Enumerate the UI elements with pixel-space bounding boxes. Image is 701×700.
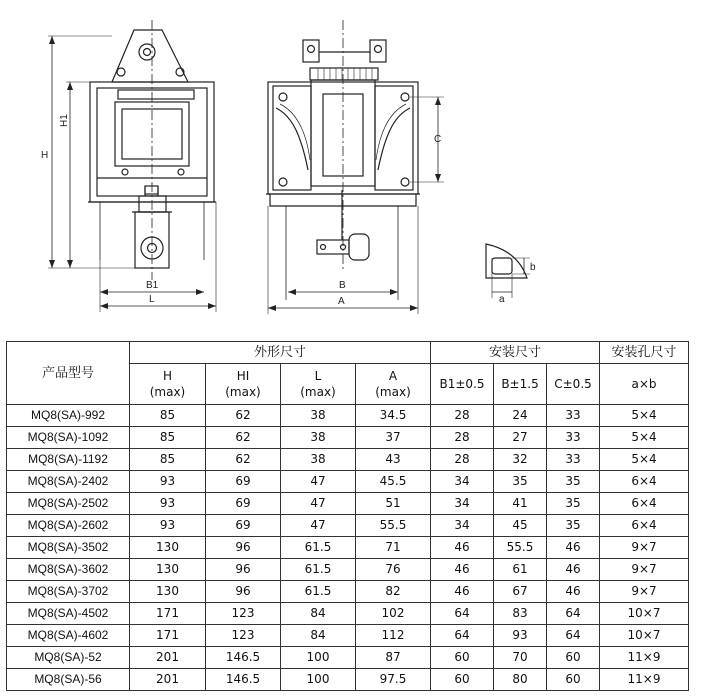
value-cell: 64	[547, 603, 600, 625]
value-cell: 28	[431, 427, 494, 449]
value-cell: 83	[494, 603, 547, 625]
mounting-hole-header: 安装孔尺寸	[600, 342, 689, 364]
value-cell: 69	[206, 471, 281, 493]
side-view	[266, 20, 444, 314]
column-header-name: a×b	[631, 377, 657, 391]
dim-label-A: A	[338, 296, 345, 307]
value-cell: 69	[206, 515, 281, 537]
table-row	[7, 493, 689, 515]
value-cell: 171	[130, 625, 206, 647]
value-cell: 67	[494, 581, 547, 603]
value-cell: 64	[547, 625, 600, 647]
column-header-name: L	[314, 369, 322, 383]
value-cell: 55.5	[494, 537, 547, 559]
table-row	[7, 537, 689, 559]
column-header-name: C±0.5	[554, 377, 592, 391]
value-cell: 33	[547, 405, 600, 427]
value-cell: 112	[356, 625, 431, 647]
value-cell: 28	[431, 405, 494, 427]
value-cell: 33	[547, 427, 600, 449]
value-cell: 35	[547, 471, 600, 493]
column-header	[600, 364, 689, 405]
value-cell: 5×4	[600, 449, 689, 471]
table-row	[7, 581, 689, 603]
dim-label-b: b	[530, 262, 536, 273]
table-row	[7, 669, 689, 691]
model-cell: MQ8(SA)-56	[7, 669, 130, 691]
value-cell: 62	[206, 405, 281, 427]
column-header-name: B1±0.5	[439, 377, 485, 391]
model-cell: MQ8(SA)-1092	[7, 427, 130, 449]
value-cell: 35	[494, 471, 547, 493]
table-row	[7, 515, 689, 537]
mounting-dimensions-header: 安装尺寸	[431, 342, 600, 364]
value-cell: 97.5	[356, 669, 431, 691]
value-cell: 33	[547, 449, 600, 471]
column-header-note: (max)	[225, 385, 261, 399]
model-cell: MQ8(SA)-3702	[7, 581, 130, 603]
value-cell: 47	[281, 493, 356, 515]
value-cell: 82	[356, 581, 431, 603]
column-header-name: A	[388, 369, 398, 383]
model-cell: MQ8(SA)-3502	[7, 537, 130, 559]
value-cell: 5×4	[600, 405, 689, 427]
spec-table	[6, 341, 689, 691]
value-cell: 43	[356, 449, 431, 471]
value-cell: 60	[547, 669, 600, 691]
value-cell: 34.5	[356, 405, 431, 427]
column-header	[206, 364, 281, 405]
value-cell: 45.5	[356, 471, 431, 493]
value-cell: 93	[130, 493, 206, 515]
value-cell: 60	[431, 669, 494, 691]
value-cell: 34	[431, 493, 494, 515]
table-row	[7, 449, 689, 471]
value-cell: 61.5	[281, 581, 356, 603]
column-header-name: HI	[236, 369, 250, 383]
value-cell: 71	[356, 537, 431, 559]
table-row	[7, 427, 689, 449]
value-cell: 61.5	[281, 559, 356, 581]
table-body	[7, 405, 689, 691]
value-cell: 85	[130, 449, 206, 471]
column-header	[356, 364, 431, 405]
table-row	[7, 625, 689, 647]
outline-dimensions-header: 外形尺寸	[130, 342, 431, 364]
value-cell: 100	[281, 647, 356, 669]
column-header	[431, 364, 494, 405]
value-cell: 61.5	[281, 537, 356, 559]
dim-label-L: L	[149, 294, 155, 305]
value-cell: 76	[356, 559, 431, 581]
value-cell: 46	[547, 559, 600, 581]
front-view	[48, 20, 216, 312]
value-cell: 130	[130, 537, 206, 559]
value-cell: 60	[547, 647, 600, 669]
hole-detail	[486, 244, 530, 298]
column-header-name: H	[162, 369, 173, 383]
model-cell: MQ8(SA)-1192	[7, 449, 130, 471]
value-cell: 146.5	[206, 647, 281, 669]
column-header-name: B±1.5	[501, 377, 539, 391]
column-header	[281, 364, 356, 405]
value-cell: 85	[130, 405, 206, 427]
column-header-note: (max)	[300, 385, 336, 399]
value-cell: 47	[281, 515, 356, 537]
model-cell: MQ8(SA)-4602	[7, 625, 130, 647]
value-cell: 38	[281, 449, 356, 471]
value-cell: 46	[547, 537, 600, 559]
value-cell: 27	[494, 427, 547, 449]
value-cell: 28	[431, 449, 494, 471]
table-row	[7, 405, 689, 427]
dim-label-C: C	[434, 134, 442, 145]
value-cell: 38	[281, 405, 356, 427]
value-cell: 9×7	[600, 581, 689, 603]
dim-label-H: H	[41, 150, 49, 161]
value-cell: 96	[206, 581, 281, 603]
value-cell: 34	[431, 471, 494, 493]
value-cell: 62	[206, 427, 281, 449]
column-header-note: (max)	[375, 385, 411, 399]
value-cell: 46	[431, 581, 494, 603]
value-cell: 171	[130, 603, 206, 625]
value-cell: 93	[130, 515, 206, 537]
value-cell: 96	[206, 537, 281, 559]
value-cell: 5×4	[600, 427, 689, 449]
value-cell: 34	[431, 515, 494, 537]
model-column-header: 产品型号	[7, 342, 130, 405]
value-cell: 146.5	[206, 669, 281, 691]
table-row	[7, 647, 689, 669]
dim-label-a: a	[499, 294, 505, 305]
value-cell: 123	[206, 625, 281, 647]
model-cell: MQ8(SA)-2502	[7, 493, 130, 515]
value-cell: 80	[494, 669, 547, 691]
value-cell: 61	[494, 559, 547, 581]
column-header	[130, 364, 206, 405]
value-cell: 123	[206, 603, 281, 625]
value-cell: 64	[431, 603, 494, 625]
value-cell: 62	[206, 449, 281, 471]
value-cell: 45	[494, 515, 547, 537]
table-row	[7, 559, 689, 581]
value-cell: 64	[431, 625, 494, 647]
value-cell: 96	[206, 559, 281, 581]
value-cell: 46	[431, 559, 494, 581]
column-header-note: (max)	[149, 385, 186, 399]
value-cell: 70	[494, 647, 547, 669]
dim-label-B1: B1	[146, 280, 159, 291]
column-header	[494, 364, 547, 405]
dim-label-H1: H1	[59, 114, 70, 127]
value-cell: 11×9	[600, 669, 689, 691]
value-cell: 46	[547, 581, 600, 603]
value-cell: 69	[206, 493, 281, 515]
value-cell: 51	[356, 493, 431, 515]
model-cell: MQ8(SA)-992	[7, 405, 130, 427]
value-cell: 11×9	[600, 647, 689, 669]
value-cell: 35	[547, 493, 600, 515]
value-cell: 6×4	[600, 471, 689, 493]
value-cell: 46	[431, 537, 494, 559]
value-cell: 201	[130, 669, 206, 691]
technical-drawing	[0, 0, 701, 338]
value-cell: 130	[130, 581, 206, 603]
value-cell: 24	[494, 405, 547, 427]
value-cell: 85	[130, 427, 206, 449]
value-cell: 130	[130, 559, 206, 581]
value-cell: 9×7	[600, 559, 689, 581]
value-cell: 6×4	[600, 493, 689, 515]
value-cell: 10×7	[600, 603, 689, 625]
model-cell: MQ8(SA)-3602	[7, 559, 130, 581]
value-cell: 55.5	[356, 515, 431, 537]
model-cell: MQ8(SA)-52	[7, 647, 130, 669]
table-row	[7, 603, 689, 625]
value-cell: 41	[494, 493, 547, 515]
value-cell: 60	[431, 647, 494, 669]
value-cell: 9×7	[600, 537, 689, 559]
dim-label-B: B	[339, 280, 346, 291]
value-cell: 47	[281, 471, 356, 493]
value-cell: 93	[494, 625, 547, 647]
value-cell: 32	[494, 449, 547, 471]
value-cell: 93	[130, 471, 206, 493]
value-cell: 35	[547, 515, 600, 537]
value-cell: 84	[281, 625, 356, 647]
model-cell: MQ8(SA)-4502	[7, 603, 130, 625]
value-cell: 37	[356, 427, 431, 449]
value-cell: 87	[356, 647, 431, 669]
value-cell: 6×4	[600, 515, 689, 537]
value-cell: 38	[281, 427, 356, 449]
value-cell: 84	[281, 603, 356, 625]
value-cell: 201	[130, 647, 206, 669]
value-cell: 102	[356, 603, 431, 625]
value-cell: 100	[281, 669, 356, 691]
model-cell: MQ8(SA)-2402	[7, 471, 130, 493]
column-header	[547, 364, 600, 405]
table-row	[7, 471, 689, 493]
model-cell: MQ8(SA)-2602	[7, 515, 130, 537]
value-cell: 10×7	[600, 625, 689, 647]
